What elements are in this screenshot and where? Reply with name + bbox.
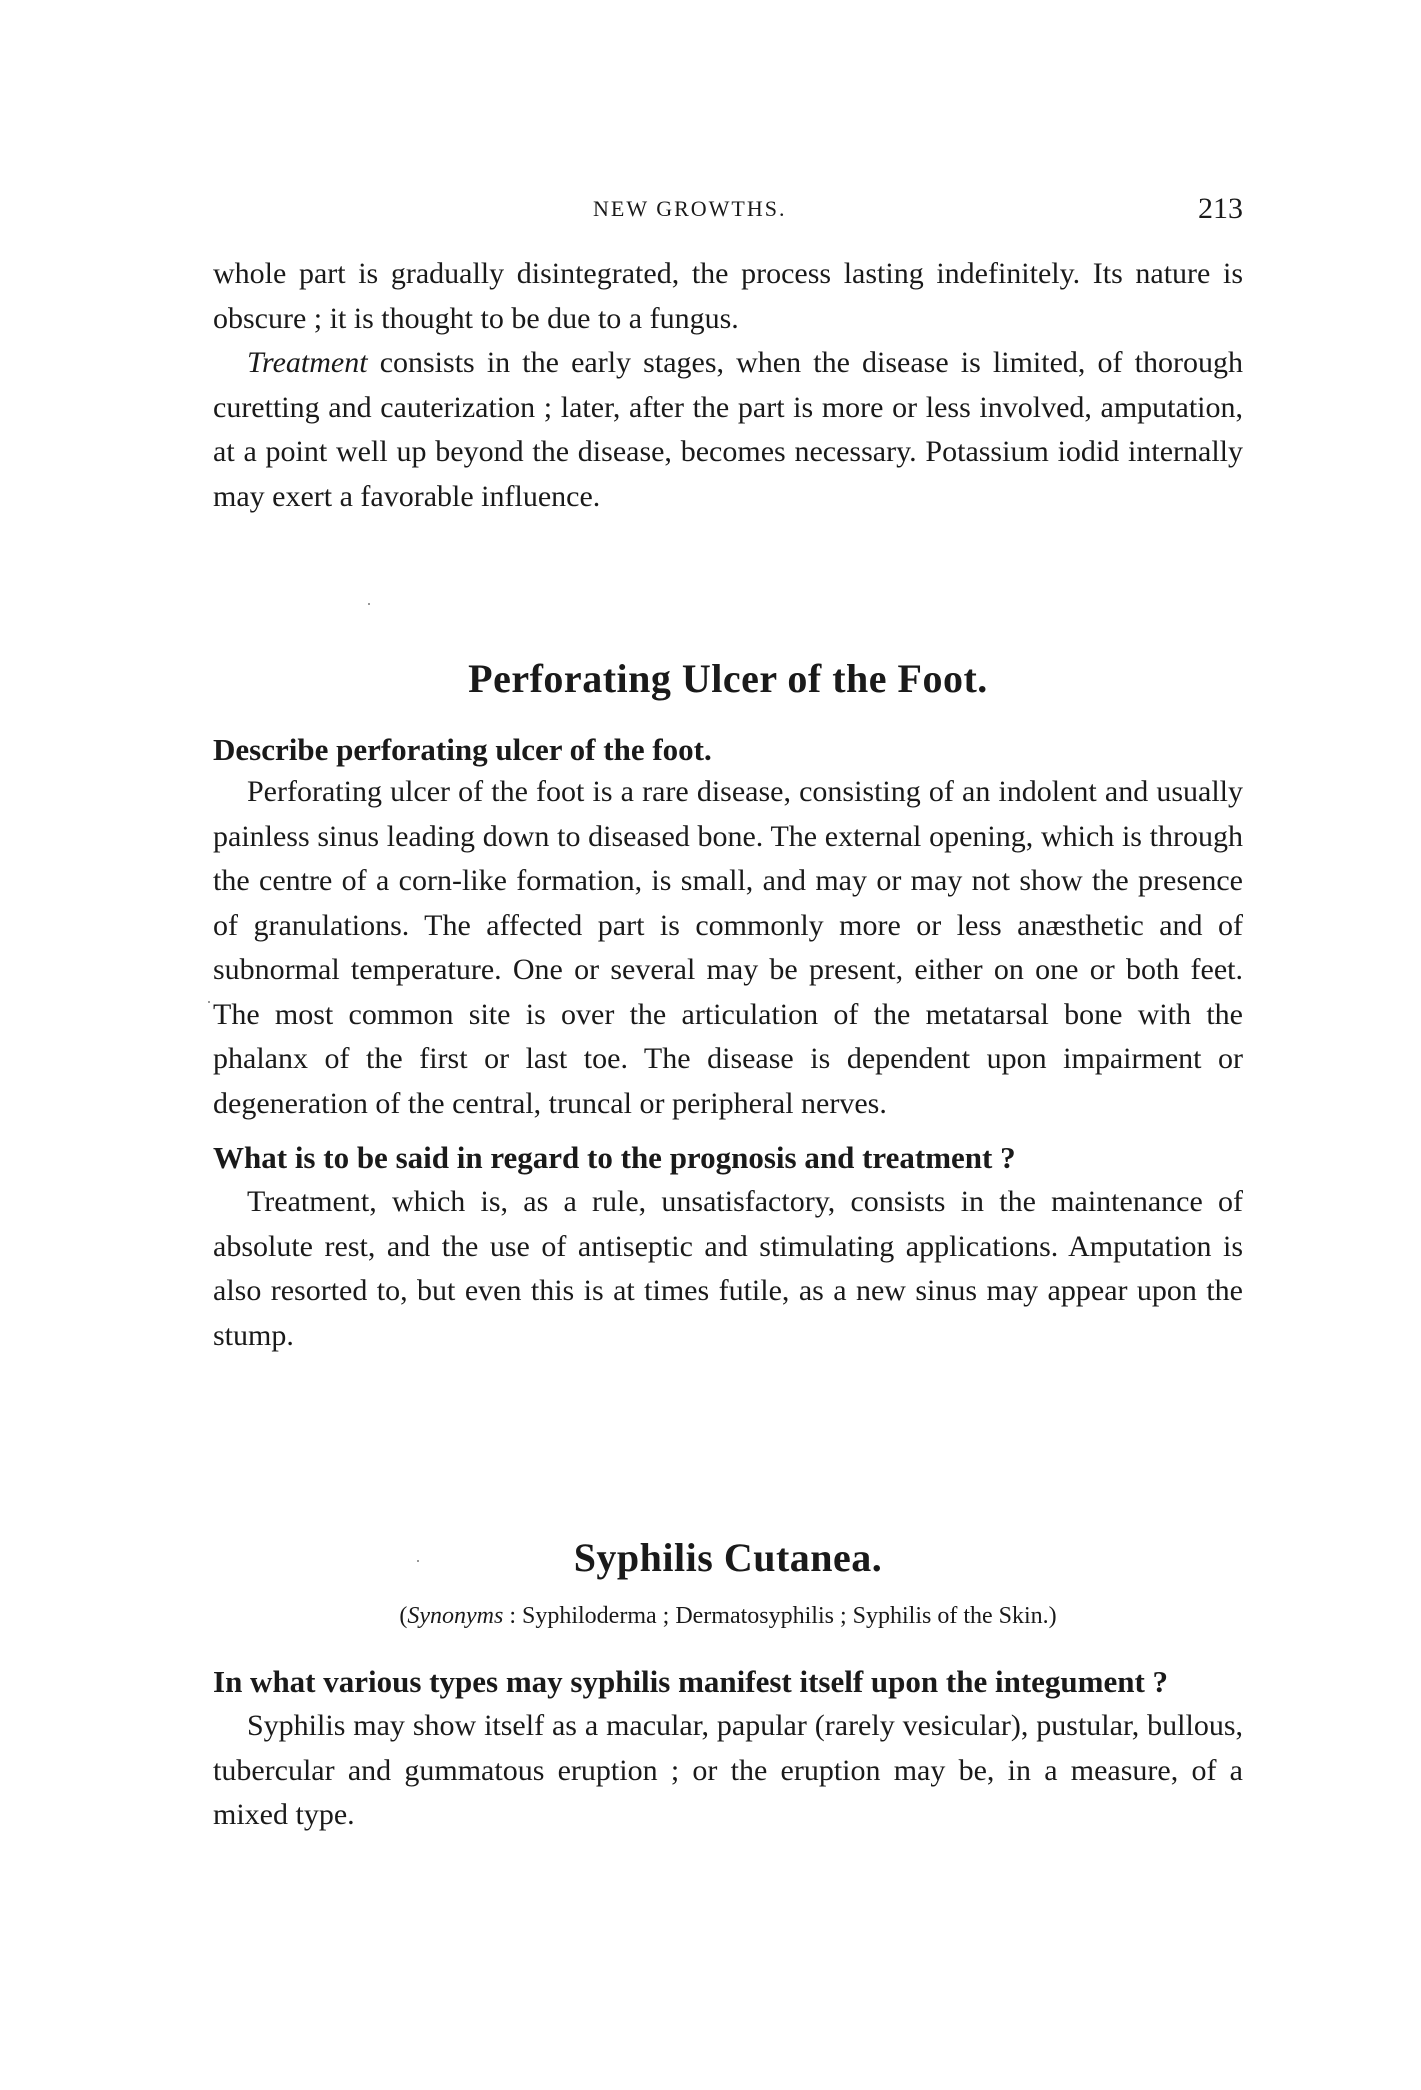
section-title: Syphilis Cutanea. bbox=[573, 1535, 883, 1580]
print-speck bbox=[368, 603, 370, 605]
print-speck bbox=[417, 1560, 419, 1562]
answer-paragraph: Syphilis may show itself as a macular, papular (rarely vesicular), pustular, bullous, tubercular and gummatous eruption ; or the eruption may be, in a measure, of a mixed type. bbox=[213, 1709, 1243, 1831]
intro-block bbox=[213, 252, 1243, 519]
question-heading: What is to be said in regard to the prognosis and treatment ? bbox=[213, 1140, 1016, 1175]
question-heading: In what various types may syphilis manifest itself upon the integument ? bbox=[213, 1664, 1169, 1699]
section-title: Perforating Ulcer of the Foot. bbox=[468, 656, 988, 701]
section-syphilis-cutanea bbox=[213, 1534, 1243, 1838]
intro-paragraph-2 bbox=[213, 341, 1243, 519]
answer-paragraph: Treatment, which is, as a rule, unsatisfactory, consists in the maintenance of absolute rest, and the use of antiseptic and stimulating applications. Amputation is also resorted to, but even this is at times futile, as a new sinus may appear upon the stump. bbox=[213, 1185, 1243, 1352]
running-header bbox=[213, 192, 1243, 236]
section-perforating-ulcer-body bbox=[213, 728, 1243, 1358]
intro-paragraph-2-text: consists in the early stages, when the disease is limited, of thorough curetting and cauterization ; later, after the part is more or less involved, amputation, at a point well up beyond the disease, becomes necessary. Potassium iodid internally may exert a favorable influence. bbox=[213, 346, 1243, 513]
answer-paragraph: Perforating ulcer of the foot is a rare disease, consisting of an indolent and usually painless sinus leading down to diseased bone. The external opening, which is through the centre of a corn-like formation, is small, and may or may not show the presence of granulations. The affected part is commonly more or less anæsthetic and of subnormal temperature. One or several may be present, either on one or both feet. The most common site is over the articulation of the metatarsal bone with the phalanx of the first or last toe. The disease is dependent upon impairment or degeneration of the central, truncal or peripheral nerves. bbox=[213, 775, 1243, 1120]
running-title: NEW GROWTHS. bbox=[593, 196, 787, 221]
section-perforating-ulcer bbox=[213, 655, 1243, 702]
intro-paragraph-1: whole part is gradually disintegrated, the process lasting indefinitely. Its nature is obscure ; it is thought to be due to a fungus. bbox=[213, 257, 1243, 335]
synonyms-text: : Syphiloderma ; Dermatosyphilis ; Syphilis of the Skin.) bbox=[503, 1603, 1057, 1629]
question-heading: Describe perforating ulcer of the foot. bbox=[213, 732, 712, 767]
print-speck bbox=[208, 1001, 210, 1003]
paren-open: ( bbox=[399, 1603, 408, 1629]
page-number: 213 bbox=[1198, 192, 1243, 225]
synonyms-line bbox=[213, 1603, 1243, 1630]
treatment-italic: Treatment bbox=[247, 346, 368, 379]
synonyms-label: Synonyms bbox=[407, 1603, 504, 1629]
